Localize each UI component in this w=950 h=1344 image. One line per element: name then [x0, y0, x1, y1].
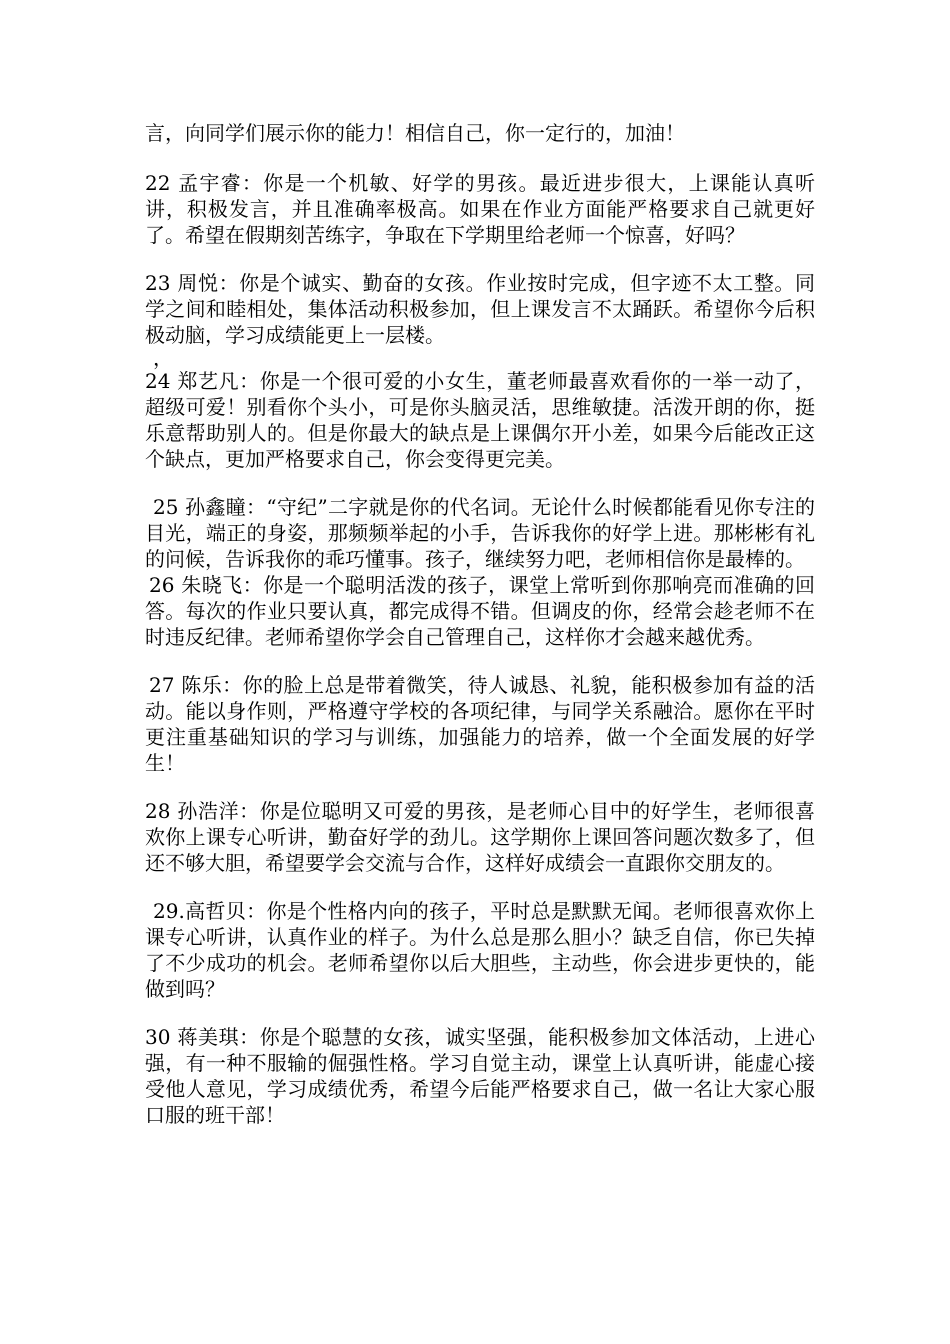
paragraph-comment-23: 23 周悦：你是个诚实、勤奋的女孩。作业按时完成，但字迹不太工整。同学之间和睦相处，集体活动积极参加，但上课发言不太踊跃。希望你今后积极动脑，学习成绩能更上一层楼。 — [145, 271, 815, 347]
stray-comma: ， — [153, 346, 173, 370]
paragraph-comment-29: 29.高哲贝：你是个性格内向的孩子，平时总是默默无闻。老师很喜欢你上课专心听讲，认真作业的样子。为什么总是那么胆小？缺乏自信，你已失掉了不少成功的机会。老师希望你以后大胆些，主动些，你会进步更快的，能做到吗？ — [145, 899, 815, 1001]
document-body — [145, 120, 815, 1150]
paragraph-comment-26: 26 朱晓飞：你是一个聪明活泼的孩子，课堂上常听到你那响亮而准确的回答。每次的作业只要认真，都完成得不错。但调皮的你，经常会趁老师不在时违反纪律。老师希望你学会自己管理自己，这样你才会越来越优秀。 — [145, 573, 815, 649]
paragraph-comment-22: 22 孟宇睿：你是一个机敏、好学的男孩。最近进步很大，上课能认真听讲，积极发言，并且准确率极高。如果在作业方面能严格要求自己就更好了。希望在假期刻苦练字，争取在下学期里给老师一个惊喜，好吗？ — [145, 171, 815, 247]
paragraph-comment-30: 30 蒋美琪：你是个聪慧的女孩，诚实坚强，能积极参加文体活动，上进心强，有一种不服输的倔强性格。学习自觉主动，课堂上认真听讲，能虚心接受他人意见，学习成绩优秀，希望今后能严格要求自己，做一名让大家心服口服的班干部！ — [145, 1025, 815, 1127]
paragraph-comment-27: 27 陈乐：你的脸上总是带着微笑，待人诚恳、礼貌，能积极参加有益的活动。能以身作则，严格遵守学校的各项纪律，与同学关系融洽。愿你在平时更注重基础知识的学习与训练，加强能力的培养，做一个全面发展的好学生！ — [145, 673, 815, 775]
paragraph-comment-24: 24 郑艺凡：你是一个很可爱的小女生，董老师最喜欢看你的一举一动了，超级可爱！别看你个头小，可是你头脑灵活，思维敏捷。活泼开朗的你，挺乐意帮助别人的。但是你最大的缺点是上课偶尔开小差，如果今后能改正这个缺点，更加严格要求自己，你会变得更完美。 — [145, 369, 815, 471]
paragraph-comment-28: 28 孙浩洋：你是位聪明又可爱的男孩，是老师心目中的好学生，老师很喜欢你上课专心听讲，勤奋好学的劲儿。这学期你上课回答问题次数多了，但还不够大胆，希望要学会交流与合作，这样好成绩会一直跟你交朋友的。 — [145, 799, 815, 875]
paragraph-comment-25: 25 孙鑫瞳：“守纪”二字就是你的代名词。无论什么时候都能看见你专注的目光，端正的身姿，那频频举起的小手，告诉我你的好学上进。那彬彬有礼的问候，告诉我你的乖巧懂事。孩子，继续努力吧，老师相信你是最棒的。 — [145, 495, 815, 571]
paragraph-continuation: 言，向同学们展示你的能力！相信自己，你一定行的，加油！ — [145, 121, 685, 145]
